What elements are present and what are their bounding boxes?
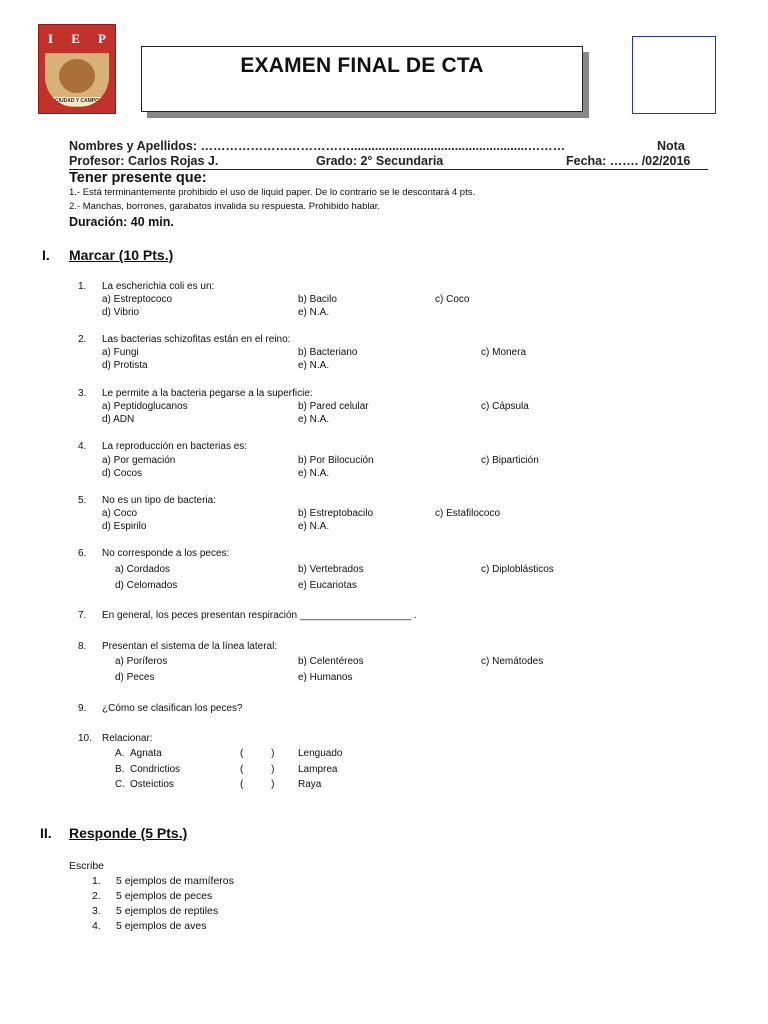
question-number: 2.	[78, 334, 87, 345]
relate-term: Condrictios	[130, 764, 181, 775]
question-text: Le permite a la bacteria pegarse a la superficie:	[102, 388, 313, 399]
answer-item: 5 ejemplos de peces	[116, 890, 213, 902]
option: e) N.A.	[298, 521, 330, 532]
option: d) Cocos	[102, 468, 143, 479]
option: d) Vibrio	[102, 307, 140, 318]
page-title: EXAMEN FINAL DE CTA	[240, 54, 484, 77]
section-title: Marcar (10 Pts.)	[69, 247, 174, 263]
option: c) Cápsula	[481, 401, 529, 412]
option: e) N.A.	[298, 414, 330, 425]
relate-term: Agnata	[130, 748, 162, 759]
question-text: No corresponde a los peces:	[102, 548, 230, 559]
names-field: Nombres y Apellidos: ………………………………...................................................………	[69, 139, 566, 153]
option: c) Monera	[481, 347, 527, 358]
logo-band	[39, 25, 115, 53]
answer-number: 3.	[92, 905, 101, 917]
grade-box	[632, 36, 716, 114]
option: a) Fungi	[102, 347, 139, 358]
notes-heading: Tener presente que:	[69, 170, 207, 186]
option: c) Nemátodes	[481, 656, 544, 667]
section-number: I.	[42, 247, 50, 263]
relate-blank[interactable]: ( )	[240, 779, 275, 790]
note-line: 2.- Manchas, borrones, garabatos invalida su respuesta. Prohibido hablar.	[69, 201, 381, 212]
question-text: Las bacterias schizofitas están en el reino:	[102, 334, 291, 345]
relate-letter: A.	[115, 748, 125, 759]
nota-label: Nota	[657, 139, 685, 153]
question-text: En general, los peces presentan respiración ____________________ .	[102, 610, 417, 621]
school-logo	[38, 24, 116, 114]
question-text: ¿Cómo se clasifican los peces?	[102, 703, 243, 714]
question-number: 10.	[78, 733, 92, 744]
question-text: La reproducción en bacterias es:	[102, 441, 248, 452]
relate-letter: B.	[115, 764, 125, 775]
option: e) Eucariotas	[298, 580, 357, 591]
option: b) Por Bilocución	[298, 455, 374, 466]
option: c) Bipartición	[481, 455, 539, 466]
logo-letter: P	[97, 31, 106, 46]
option: b) Vertebrados	[298, 564, 364, 575]
option: a) Peptidoglucanos	[102, 401, 188, 412]
option: b) Pared celular	[298, 401, 369, 412]
option: b) Bacilo	[298, 294, 337, 305]
question-number: 6.	[78, 548, 87, 559]
answer-item: 5 ejemplos de mamíferos	[116, 875, 234, 887]
option: c) Diploblásticos	[481, 564, 554, 575]
question-number: 8.	[78, 641, 87, 652]
option: b) Estreptobacilo	[298, 508, 374, 519]
option: c) Coco	[435, 294, 470, 305]
question-number: 4.	[78, 441, 87, 452]
option: e) Humanos	[298, 672, 353, 683]
relate-blank[interactable]: ( )	[240, 764, 275, 775]
profesor-label: Profesor: Carlos Rojas J.	[69, 154, 219, 168]
option: b) Bacteriano	[298, 347, 358, 358]
option: c) Estafilococo	[435, 508, 501, 519]
option: a) Cordados	[115, 564, 171, 575]
logo-letter: I	[48, 31, 54, 46]
logo-ribbon: CIUDAD Y CAMPO	[45, 97, 109, 106]
question-text: Presentan el sistema de la línea lateral:	[102, 641, 278, 652]
answer-number: 1.	[92, 875, 101, 887]
question-number: 1.	[78, 281, 87, 292]
relate-term: Osteictios	[130, 779, 174, 790]
logo-letter: E	[71, 31, 80, 46]
option: e) N.A.	[298, 307, 330, 318]
section-intro: Escribe	[69, 860, 105, 872]
option: d) Peces	[115, 672, 155, 683]
question-number: 3.	[78, 388, 87, 399]
relate-letter: C.	[115, 779, 125, 790]
answer-item: 5 ejemplos de aves	[116, 920, 207, 932]
logo-emblem	[59, 59, 95, 93]
option: b) Celentéreos	[298, 656, 364, 667]
answer-item: 5 ejemplos de reptiles	[116, 905, 219, 917]
question-number: 9.	[78, 703, 87, 714]
question-text: La escherichia coli es un:	[102, 281, 215, 292]
relate-option: Raya	[298, 779, 322, 790]
question-text: Relacionar:	[102, 733, 153, 744]
question-number: 7.	[78, 610, 87, 621]
option: d) Espirilo	[102, 521, 147, 532]
grado-label: Grado: 2° Secundaria	[316, 154, 444, 168]
option: a) Estreptococo	[102, 294, 173, 305]
question-number: 5.	[78, 495, 87, 506]
relate-blank[interactable]: ( )	[240, 748, 275, 759]
option: d) Celomados	[115, 580, 178, 591]
note-line: 1.- Está terminantemente prohibido el uso de liquid paper. De lo contrario se le descontará 4 pts.	[69, 187, 476, 198]
option: a) Por gemación	[102, 455, 176, 466]
section-number: II.	[40, 825, 52, 841]
title-box	[141, 46, 583, 112]
answer-number: 4.	[92, 920, 101, 932]
fecha-label: Fecha: ……. /02/2016	[566, 154, 691, 168]
logo-shield	[45, 53, 109, 107]
option: a) Poríferos	[115, 656, 168, 667]
option: a) Coco	[102, 508, 138, 519]
relate-option: Lamprea	[298, 764, 338, 775]
duration-label: Duración: 40 min.	[69, 215, 174, 229]
option: d) ADN	[102, 414, 135, 425]
relate-option: Lenguado	[298, 748, 343, 759]
option: d) Protista	[102, 360, 148, 371]
option: e) N.A.	[298, 468, 330, 479]
answer-number: 2.	[92, 890, 101, 902]
question-text: No es un tipo de bacteria:	[102, 495, 216, 506]
option: e) N.A.	[298, 360, 330, 371]
section-title: Responde (5 Pts.)	[69, 825, 188, 841]
